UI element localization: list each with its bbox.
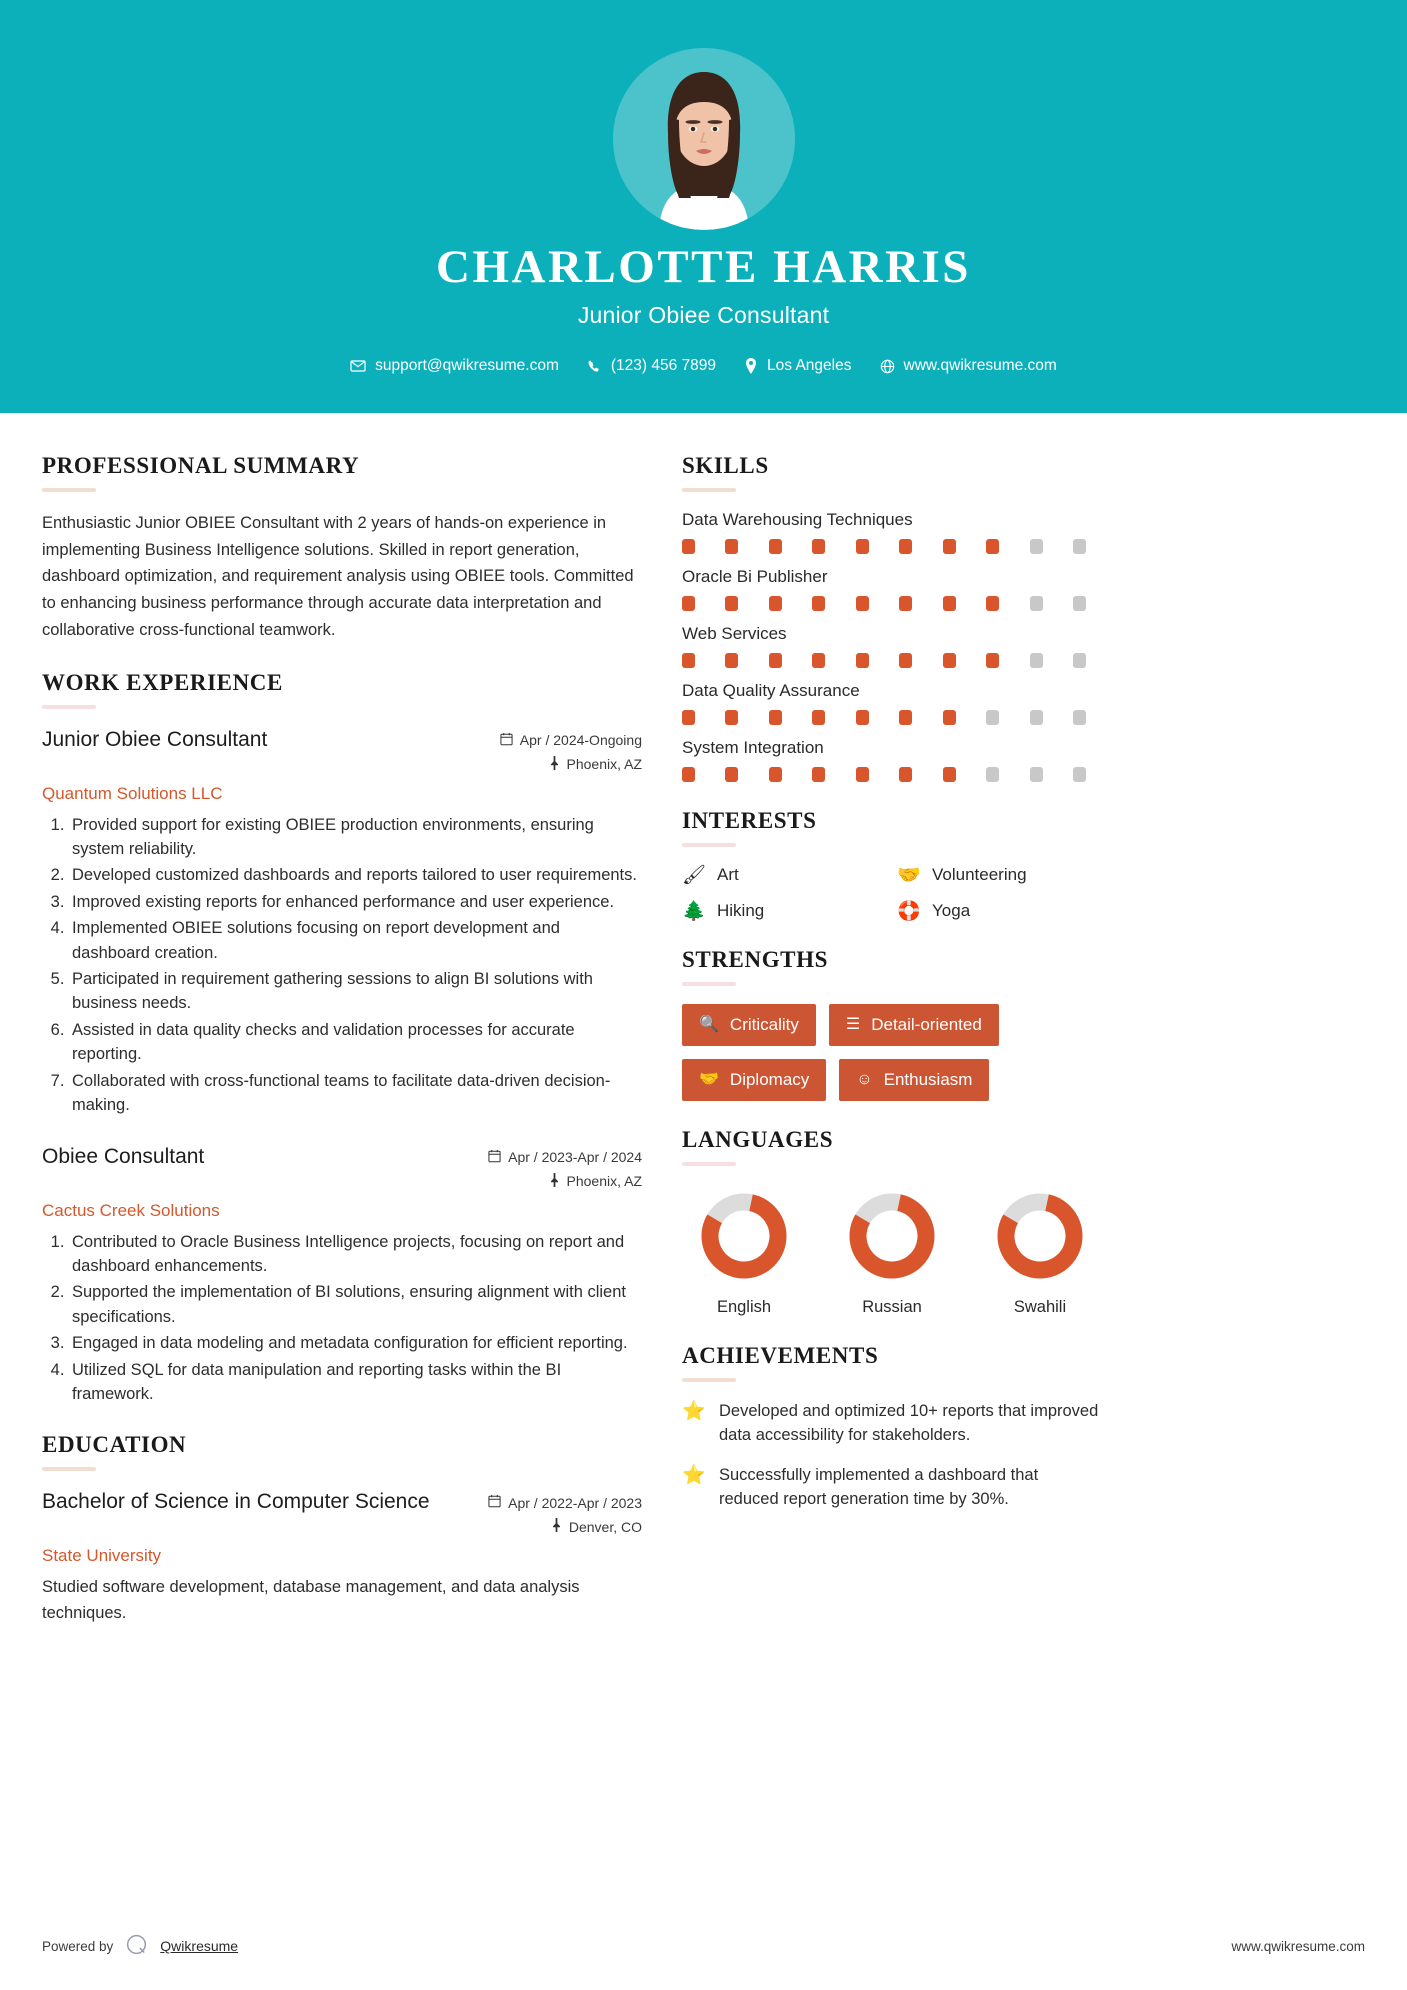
education-entry bbox=[42, 1489, 642, 1626]
strength-label: Detail-oriented bbox=[871, 1015, 982, 1035]
company-name: Quantum Solutions LLC bbox=[42, 783, 223, 803]
skill-dot bbox=[1073, 539, 1086, 554]
skill-item bbox=[682, 510, 1102, 554]
avatar bbox=[613, 48, 795, 230]
contact-email-text: support@qwikresume.com bbox=[375, 357, 559, 375]
skill-dot bbox=[856, 767, 869, 782]
skill-dot bbox=[1073, 710, 1086, 725]
language-item bbox=[980, 1190, 1100, 1317]
section-rule bbox=[682, 982, 736, 986]
skill-dot bbox=[1030, 710, 1043, 725]
skill-dot bbox=[943, 767, 956, 782]
job-bullets bbox=[42, 1230, 642, 1407]
education-description: Studied software development, database management, and data analysis techniques. bbox=[42, 1578, 580, 1622]
interest-item bbox=[682, 901, 887, 921]
skill-dot bbox=[812, 767, 825, 782]
map-pin-icon bbox=[551, 1518, 562, 1535]
language-item bbox=[684, 1190, 804, 1317]
handshake-icon: 🤝 bbox=[897, 864, 921, 886]
section-heading: LANGUAGES bbox=[682, 1127, 834, 1153]
skill-dot bbox=[899, 767, 912, 782]
paintbrush-icon: 🖌 bbox=[682, 864, 707, 886]
section-education bbox=[42, 1432, 642, 1626]
resume-body bbox=[0, 413, 1407, 1910]
star-icon: ⭐ bbox=[682, 1464, 706, 1486]
entry-dates-text: Apr / 2022-Apr / 2023 bbox=[508, 1494, 642, 1511]
skill-dot bbox=[899, 539, 912, 554]
section-heading: PROFESSIONAL SUMMARY bbox=[42, 453, 360, 479]
map-pin-icon bbox=[549, 756, 560, 773]
language-donut-chart bbox=[698, 1190, 790, 1282]
contact-row bbox=[0, 357, 1407, 375]
skill-dot bbox=[682, 539, 695, 554]
skill-item bbox=[682, 738, 1102, 782]
achievement-text: Developed and optimized 10+ reports that improved data accessibility for stakeholders. bbox=[719, 1402, 1099, 1444]
section-rule bbox=[682, 1378, 736, 1382]
skill-dot bbox=[943, 596, 956, 611]
powered-by-label: Powered by bbox=[42, 1938, 114, 1954]
skill-item bbox=[682, 681, 1102, 725]
achievement-text: Successfully implemented a dashboard that reduced report generation time by 30%. bbox=[719, 1465, 1039, 1508]
skill-rating bbox=[682, 767, 1086, 782]
entry-dates bbox=[488, 1149, 642, 1166]
page-title: CHARLOTTE HARRIS bbox=[436, 241, 971, 293]
map-pin-icon bbox=[549, 1173, 560, 1190]
contact-location[interactable] bbox=[735, 357, 860, 375]
skill-name: System Integration bbox=[682, 738, 824, 758]
section-heading: WORK EXPERIENCE bbox=[42, 669, 283, 695]
strengths-list bbox=[682, 1004, 1102, 1101]
right-column bbox=[682, 453, 1102, 1910]
skill-dot bbox=[812, 596, 825, 611]
skill-dot bbox=[812, 653, 825, 668]
left-column bbox=[42, 453, 642, 1910]
skill-name: Data Quality Assurance bbox=[682, 681, 860, 701]
skill-dot bbox=[986, 596, 999, 611]
skill-dot bbox=[943, 710, 956, 725]
job-bullet: 3. Improved existing reports for enhanced performance and user experience. bbox=[69, 890, 642, 914]
skill-dot bbox=[769, 539, 782, 554]
entry-location bbox=[488, 1518, 642, 1535]
skill-dot bbox=[725, 767, 738, 782]
powered-by bbox=[42, 1932, 238, 1960]
skill-dot bbox=[769, 653, 782, 668]
section-rule bbox=[42, 705, 96, 709]
languages-list bbox=[682, 1184, 1102, 1317]
language-item bbox=[832, 1190, 952, 1317]
calendar-icon bbox=[488, 1494, 501, 1511]
interest-label: Volunteering bbox=[932, 865, 1027, 885]
calendar-icon bbox=[488, 1149, 501, 1166]
job-bullets bbox=[42, 813, 642, 1118]
interests-list bbox=[682, 865, 1102, 921]
section-heading: EDUCATION bbox=[42, 1432, 187, 1458]
skill-rating bbox=[682, 596, 1086, 611]
skill-dot bbox=[943, 653, 956, 668]
summary-text: Enthusiastic Junior OBIEE Consultant with 2 years of hands-on experience in implementing Business Intelligence solutions. Skilled in report generation, dashboard optimization, and requirement analysis using OBIEE tools. Committed to enhancing business performance through accurate data interpretation and collaborative cross-functional teamwork. bbox=[42, 514, 634, 639]
entry-location bbox=[488, 1173, 642, 1190]
interest-item bbox=[682, 865, 887, 885]
section-languages bbox=[682, 1127, 1102, 1317]
skill-dot bbox=[856, 539, 869, 554]
globe-icon bbox=[880, 359, 895, 374]
skill-dot bbox=[899, 710, 912, 725]
skill-dot bbox=[986, 767, 999, 782]
handshake-icon: 🤝 bbox=[699, 1071, 719, 1089]
section-rule bbox=[682, 488, 736, 492]
skill-dot bbox=[1073, 767, 1086, 782]
language-label: English bbox=[716, 1298, 772, 1317]
job-bullet: 2. Developed customized dashboards and reports tailored to user requirements. bbox=[69, 863, 642, 887]
section-rule bbox=[682, 843, 736, 847]
strength-label: Criticality bbox=[729, 1015, 799, 1035]
skill-dot bbox=[725, 596, 738, 611]
job-bullet: 1. Provided support for existing OBIEE production environments, ensuring system reliability. bbox=[69, 813, 642, 862]
job-bullet: 4. Utilized SQL for data manipulation and reporting tasks within the BI framework. bbox=[69, 1358, 642, 1407]
contact-website[interactable] bbox=[871, 357, 1066, 375]
entry-location-text: Denver, CO bbox=[568, 1518, 642, 1535]
skill-dot bbox=[769, 767, 782, 782]
section-heading: INTERESTS bbox=[682, 808, 817, 834]
entry-header bbox=[42, 1489, 642, 1542]
strength-chip bbox=[682, 1059, 826, 1101]
section-work-experience bbox=[42, 670, 642, 1407]
skill-dot bbox=[725, 653, 738, 668]
skill-dot bbox=[812, 539, 825, 554]
section-professional-summary bbox=[42, 453, 642, 644]
skill-dot bbox=[899, 653, 912, 668]
section-skills bbox=[682, 453, 1102, 782]
phone-icon bbox=[587, 359, 602, 374]
job-bullet: 3. Engaged in data modeling and metadata configuration for efficient reporting. bbox=[69, 1331, 642, 1355]
interest-label: Hiking bbox=[717, 901, 765, 921]
achievements-list bbox=[682, 1400, 1102, 1512]
entry-location bbox=[500, 756, 642, 773]
footer-url: www.qwikresume.com bbox=[1231, 1938, 1365, 1954]
skill-dot bbox=[856, 596, 869, 611]
section-achievements bbox=[682, 1343, 1102, 1512]
resume-header bbox=[0, 0, 1407, 413]
skill-dot bbox=[812, 710, 825, 725]
skill-dot bbox=[1073, 596, 1086, 611]
language-donut-chart bbox=[994, 1190, 1086, 1282]
skill-dot bbox=[682, 653, 695, 668]
calendar-icon bbox=[500, 732, 513, 749]
strength-label: Enthusiasm bbox=[883, 1070, 973, 1090]
entry-header bbox=[42, 1144, 642, 1197]
work-entry bbox=[42, 727, 642, 1118]
qwikresume-link[interactable]: Qwikresume bbox=[160, 1938, 239, 1954]
section-heading: STRENGTHS bbox=[682, 947, 829, 973]
skill-dot bbox=[725, 710, 738, 725]
skill-name: Web Services bbox=[682, 624, 787, 644]
contact-website-text: www.qwikresume.com bbox=[903, 357, 1057, 375]
section-interests bbox=[682, 808, 1102, 921]
contact-email[interactable] bbox=[341, 357, 568, 375]
degree-name: Bachelor of Science in Computer Science bbox=[42, 1490, 430, 1514]
resume-footer bbox=[0, 1910, 1407, 1990]
entry-header bbox=[42, 727, 642, 780]
job-bullet: 5. Participated in requirement gathering sessions to align BI solutions with business needs. bbox=[69, 967, 642, 1016]
map-pin-icon bbox=[744, 358, 758, 374]
strength-chip bbox=[839, 1059, 989, 1101]
company-name: Cactus Creek Solutions bbox=[42, 1200, 220, 1220]
skill-dot bbox=[769, 710, 782, 725]
school-name: State University bbox=[42, 1546, 162, 1566]
list-icon: ☰ bbox=[845, 1016, 861, 1034]
skill-dot bbox=[986, 539, 999, 554]
section-rule bbox=[42, 488, 96, 492]
skill-dot bbox=[1030, 539, 1043, 554]
skill-dot bbox=[1030, 653, 1043, 668]
job-bullet: 6. Assisted in data quality checks and validation processes for accurate reporting. bbox=[69, 1018, 642, 1067]
skill-name: Data Warehousing Techniques bbox=[682, 510, 913, 530]
entry-dates bbox=[488, 1494, 642, 1511]
skill-dot bbox=[682, 710, 695, 725]
entry-meta bbox=[488, 1489, 642, 1542]
language-donut-chart bbox=[846, 1190, 938, 1282]
skill-dot bbox=[899, 596, 912, 611]
skill-dot bbox=[1030, 767, 1043, 782]
education-entries-list bbox=[42, 1489, 642, 1626]
envelope-icon bbox=[350, 358, 366, 374]
contact-phone[interactable] bbox=[578, 357, 725, 375]
skill-item bbox=[682, 624, 1102, 668]
avatar-photo bbox=[613, 48, 795, 230]
contact-phone-text: (123) 456 7899 bbox=[610, 357, 717, 375]
skill-dot bbox=[725, 539, 738, 554]
entry-dates-text: Apr / 2023-Apr / 2024 bbox=[508, 1149, 642, 1166]
achievement-item bbox=[682, 1464, 1102, 1512]
star-icon: ⭐ bbox=[682, 1401, 706, 1423]
section-strengths bbox=[682, 947, 1102, 1101]
skill-rating bbox=[682, 653, 1086, 668]
entry-dates bbox=[500, 732, 642, 749]
job-title: Junior Obiee Consultant bbox=[577, 302, 830, 329]
skill-dot bbox=[856, 710, 869, 725]
entry-meta bbox=[488, 1144, 642, 1197]
achievement-item bbox=[682, 1400, 1102, 1448]
job-bullet: 2. Supported the implementation of BI solutions, ensuring alignment with client specifications. bbox=[69, 1280, 642, 1329]
work-entries-list bbox=[42, 727, 642, 1407]
job-bullet: 4. Implemented OBIEE solutions focusing on report development and dashboard creation. bbox=[69, 916, 642, 965]
tree-icon: 🌲 bbox=[682, 900, 706, 922]
job-role: Obiee Consultant bbox=[42, 1144, 205, 1168]
interest-item bbox=[897, 901, 1102, 921]
skill-dot bbox=[943, 539, 956, 554]
smiley-icon: ☺ bbox=[856, 1071, 873, 1089]
skill-dot bbox=[856, 653, 869, 668]
skill-dot bbox=[986, 653, 999, 668]
interest-label: Yoga bbox=[932, 901, 971, 921]
skill-item bbox=[682, 567, 1102, 611]
skill-dot bbox=[769, 596, 782, 611]
section-rule bbox=[42, 1467, 96, 1471]
interest-label: Art bbox=[717, 865, 739, 885]
lifebuoy-icon: 🛟 bbox=[897, 900, 921, 922]
strength-chip bbox=[682, 1004, 816, 1046]
contact-location-text: Los Angeles bbox=[767, 357, 852, 375]
skill-dot bbox=[682, 596, 695, 611]
entry-dates-text: Apr / 2024-Ongoing bbox=[519, 732, 642, 749]
skill-dot bbox=[682, 767, 695, 782]
job-role: Junior Obiee Consultant bbox=[42, 727, 268, 751]
skill-rating bbox=[682, 539, 1086, 554]
skill-dot bbox=[1030, 596, 1043, 611]
job-bullet: 7. Collaborated with cross-functional teams to facilitate data-driven decision-making. bbox=[69, 1069, 642, 1118]
entry-meta bbox=[500, 727, 642, 780]
qwikresume-logo-icon bbox=[124, 1932, 149, 1960]
section-heading: ACHIEVEMENTS bbox=[682, 1343, 879, 1369]
entry-location-text: Phoenix, AZ bbox=[566, 756, 642, 773]
skills-list bbox=[682, 510, 1102, 782]
entry-location-text: Phoenix, AZ bbox=[566, 1173, 642, 1190]
job-bullet: 1. Contributed to Oracle Business Intelligence projects, focusing on report and dashboard enhancements. bbox=[69, 1230, 642, 1279]
work-entry bbox=[42, 1144, 642, 1407]
skill-dot bbox=[986, 710, 999, 725]
language-label: Russian bbox=[862, 1298, 922, 1317]
language-label: Swahili bbox=[1013, 1298, 1067, 1317]
skill-name: Oracle Bi Publisher bbox=[682, 567, 828, 587]
section-rule bbox=[682, 1162, 736, 1166]
magnifier-icon: 🔍 bbox=[699, 1016, 719, 1034]
skill-dot bbox=[1073, 653, 1086, 668]
interest-item bbox=[897, 865, 1102, 885]
strength-label: Diplomacy bbox=[729, 1070, 810, 1090]
strength-chip bbox=[829, 1004, 999, 1046]
skill-rating bbox=[682, 710, 1086, 725]
section-heading: SKILLS bbox=[682, 453, 769, 479]
